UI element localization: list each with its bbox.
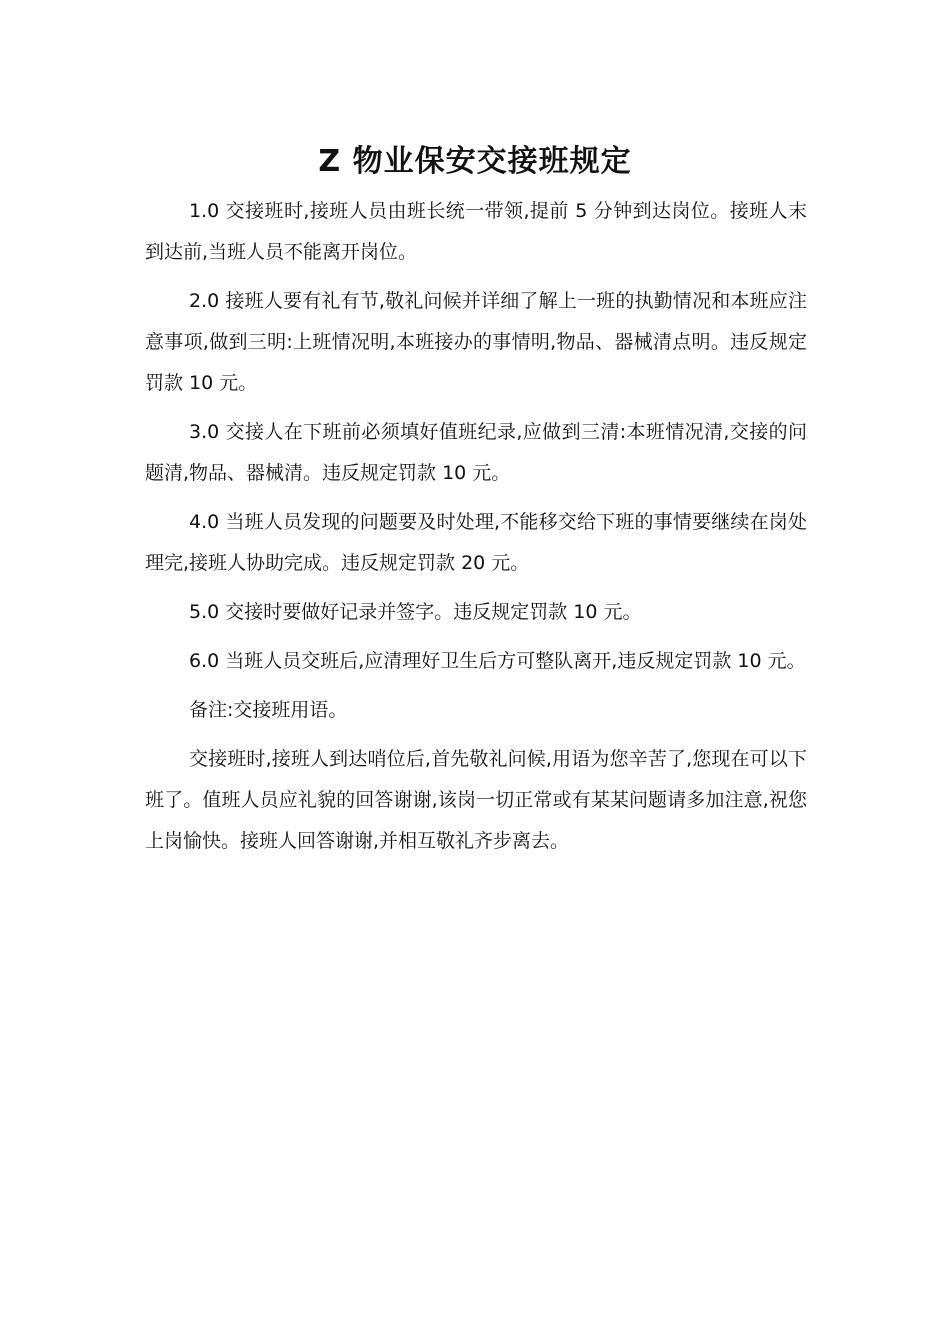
paragraph-rule-2: 2.0 接班人要有礼有节,敬礼问候并详细了解上一班的执勤情况和本班应注意事项,做到三明:上班情况明,本班接办的事情明,物品、器械清点明。违反规定罚款 10 元。 [145, 290, 807, 394]
paragraph-rule-3: 3.0 交接人在下班前必须填好值班纪录,应做到三清:本班情况清,交接的问题清,物品、器械清。违反规定罚款 10 元。 [145, 421, 807, 484]
paragraph-rule-4: 4.0 当班人员发现的问题要及时处理,不能移交给下班的事情要继续在岗处理完,接班人协助完成。违反规定罚款 20 元。 [145, 511, 807, 574]
document-title: Z 物业保安交接班规定 [318, 144, 632, 180]
paragraph-note-heading: 备注:交接班用语。 [189, 699, 348, 721]
paragraph-handover-phrases: 交接班时,接班人到达哨位后,首先敬礼问候,用语为您辛苦了,您现在可以下班了。值班人员应礼貌的回答谢谢,该岗一切正常或有某某问题请多加注意,祝您上岗愉快。接班人回答谢谢,并相互敬礼齐步离去。 [145, 748, 807, 852]
paragraph-rule-5: 5.0 交接时要做好记录并签字。违反规定罚款 10 元。 [189, 601, 642, 623]
document-body [145, 191, 807, 870]
paragraph-rule-1: 1.0 交接班时,接班人员由班长统一带领,提前 5 分钟到达岗位。接班人末到达前,当班人员不能离开岗位。 [145, 200, 807, 263]
paragraph-rule-6: 6.0 当班人员交班后,应清理好卫生后方可整队离开,违反规定罚款 10 元。 [189, 650, 806, 672]
